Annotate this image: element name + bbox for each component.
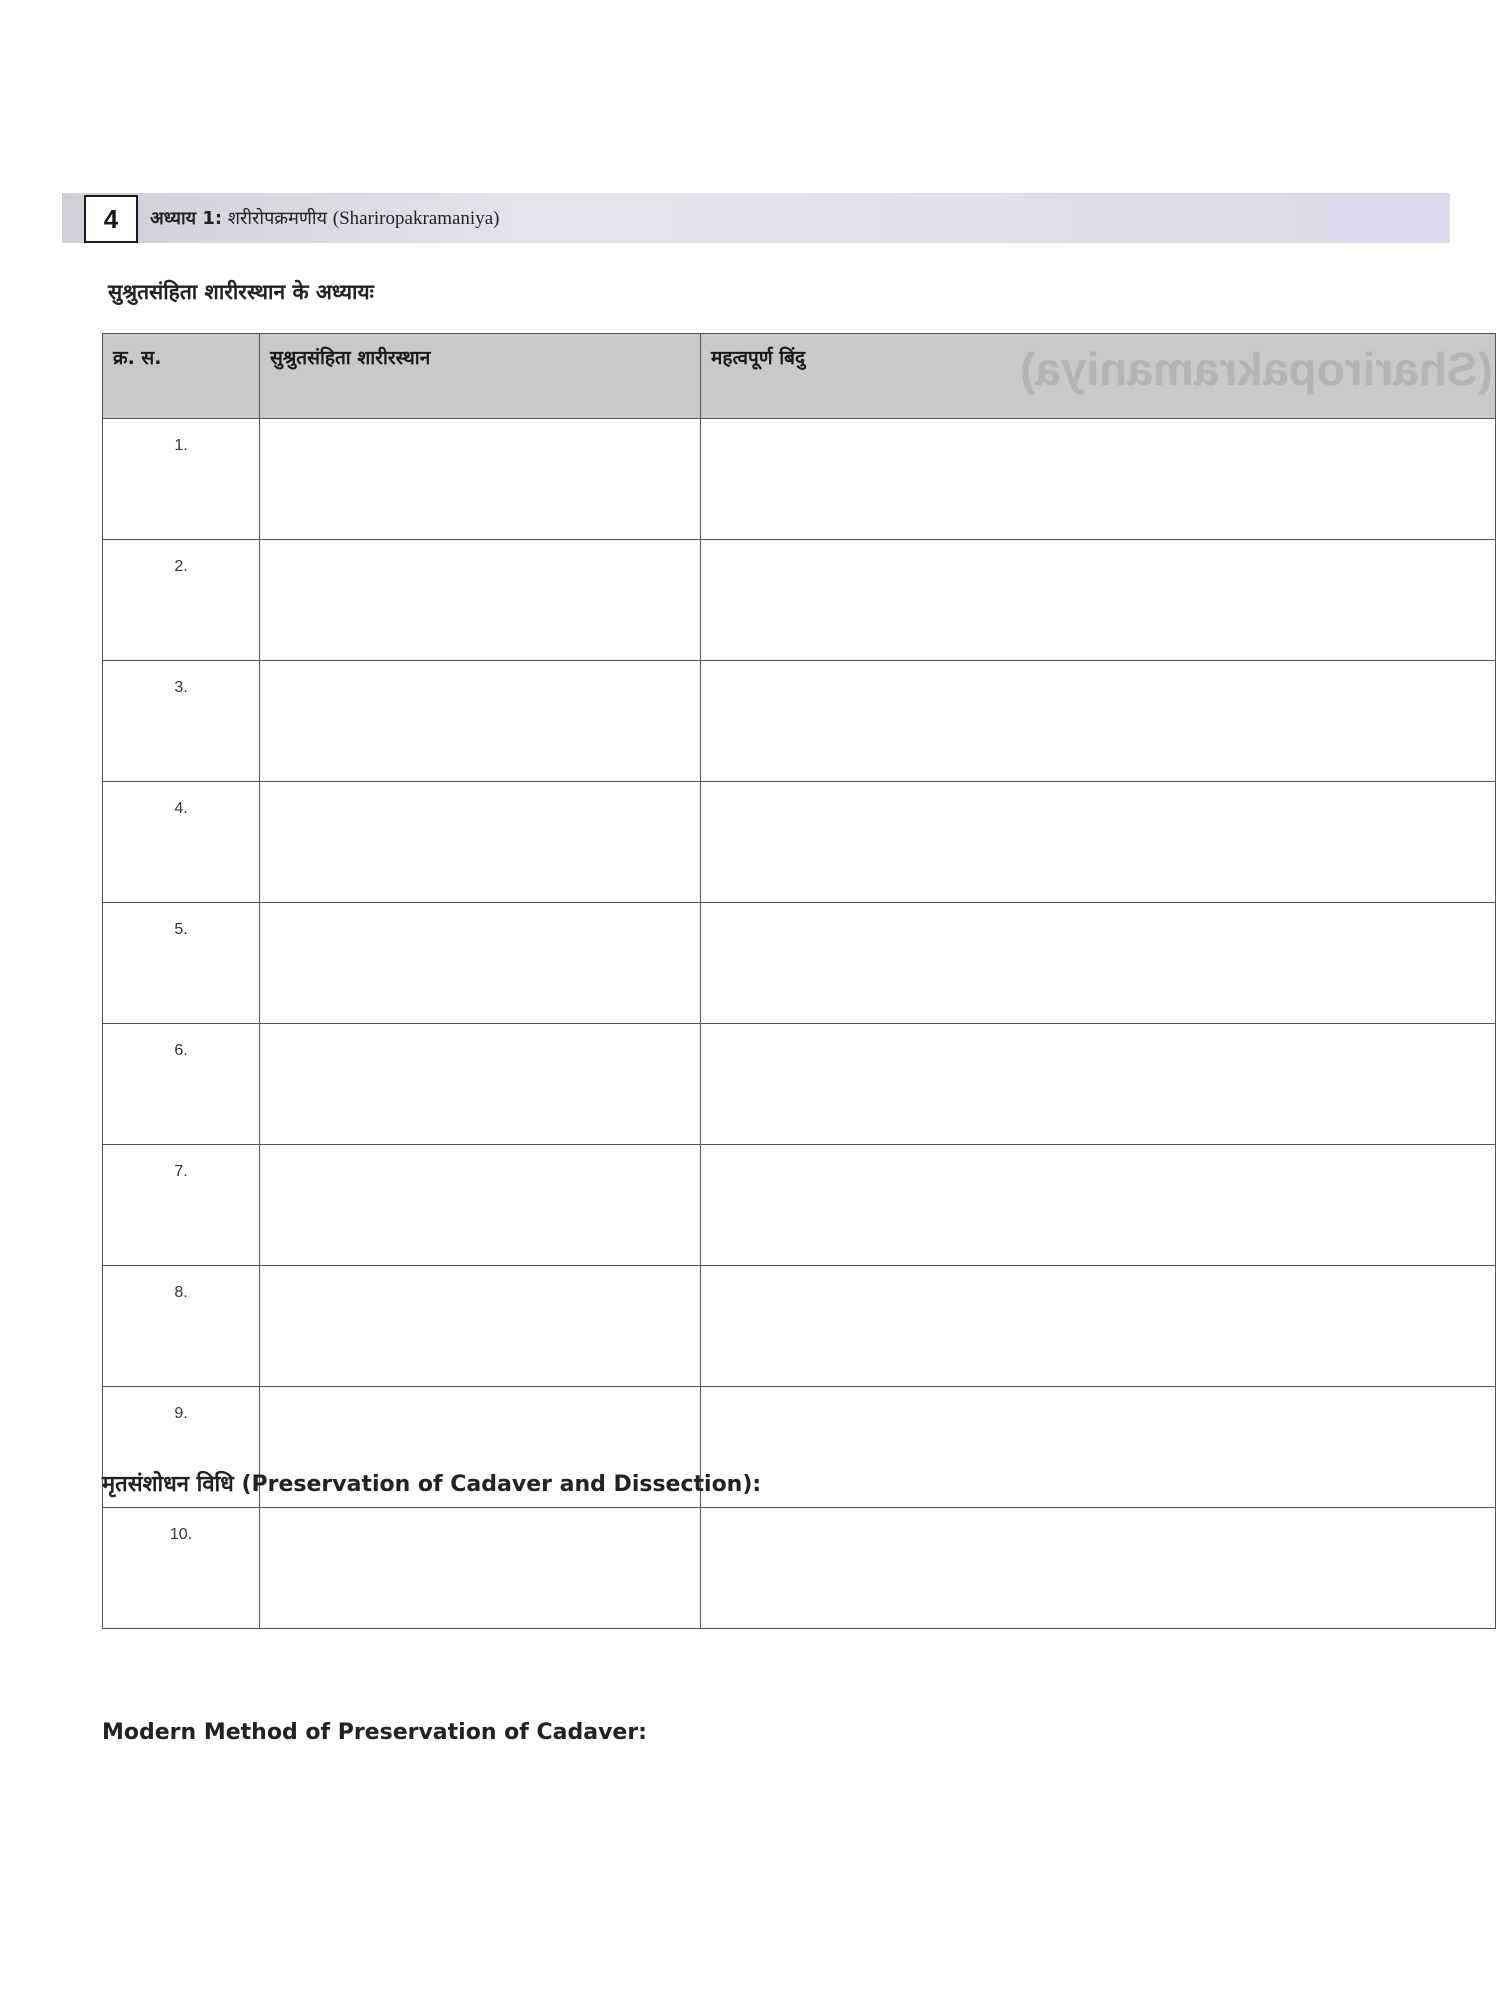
section-heading: सुश्रुतसंहिता शारीरस्थान के अध्यायः: [108, 280, 374, 304]
row-shareera-sthana-cell: [260, 419, 701, 540]
chapter-latin-name: (Shariropakramaniya): [332, 208, 500, 229]
row-important-points-cell: [701, 903, 1496, 1024]
header-important-points-label: महत्वपूर्ण बिंदु: [711, 347, 806, 369]
row-serial-number: 7.: [103, 1145, 260, 1266]
table-row: [103, 903, 1496, 1024]
row-important-points-cell: [701, 1266, 1496, 1387]
table-header-row: [103, 334, 1496, 419]
chapter-name: शरीरोपक्रमणीय: [227, 208, 328, 229]
row-shareera-sthana-cell: [260, 1508, 701, 1629]
row-important-points-cell: [701, 661, 1496, 782]
table-body: [103, 419, 1496, 1629]
row-important-points-cell: [701, 419, 1496, 540]
row-shareera-sthana-cell: [260, 1266, 701, 1387]
row-serial-number: 3.: [103, 661, 260, 782]
row-shareera-sthana-cell: [260, 1024, 701, 1145]
chapters-table: [102, 333, 1496, 1629]
row-shareera-sthana-cell: [260, 540, 701, 661]
table-row: [103, 1024, 1496, 1145]
row-serial-number: 2.: [103, 540, 260, 661]
page-number: 4: [84, 195, 138, 243]
row-important-points-cell: [701, 782, 1496, 903]
header-shareera-sthana: सुश्रुतसंहिता शारीरस्थान: [260, 334, 701, 419]
row-shareera-sthana-cell: [260, 1145, 701, 1266]
row-important-points-cell: [701, 1145, 1496, 1266]
row-serial-number: 1.: [103, 419, 260, 540]
row-serial-number: 6.: [103, 1024, 260, 1145]
row-serial-number: 9.: [103, 1387, 260, 1508]
mirrored-watermark-text: (Shariropakramaniya): [1020, 343, 1493, 395]
table-row: [103, 1508, 1496, 1629]
row-serial-number: 10.: [103, 1508, 260, 1629]
row-important-points-cell: [701, 1387, 1496, 1508]
chapter-title: [150, 206, 499, 230]
row-serial-number: 4.: [103, 782, 260, 903]
table-row: [103, 1266, 1496, 1387]
row-shareera-sthana-cell: [260, 782, 701, 903]
chapters-table-container: [102, 333, 1493, 1629]
modern-method-heading: Modern Method of Preservation of Cadaver:: [102, 1720, 647, 1745]
chapter-label: अध्याय 1:: [150, 208, 223, 229]
header-serial-number: क्र. स.: [103, 334, 260, 419]
table-row: [103, 661, 1496, 782]
table-row: [103, 540, 1496, 661]
row-shareera-sthana-cell: [260, 903, 701, 1024]
header-important-points: [701, 334, 1496, 419]
row-serial-number: 8.: [103, 1266, 260, 1387]
table-row: [103, 1145, 1496, 1266]
row-important-points-cell: [701, 1508, 1496, 1629]
row-important-points-cell: [701, 1024, 1496, 1145]
row-important-points-cell: [701, 540, 1496, 661]
row-shareera-sthana-cell: [260, 661, 701, 782]
table-row: [103, 419, 1496, 540]
table-row: [103, 782, 1496, 903]
preservation-heading: मृतसंशोधन विधि (Preservation of Cadaver and Dissection):: [102, 1472, 762, 1497]
row-serial-number: 5.: [103, 903, 260, 1024]
